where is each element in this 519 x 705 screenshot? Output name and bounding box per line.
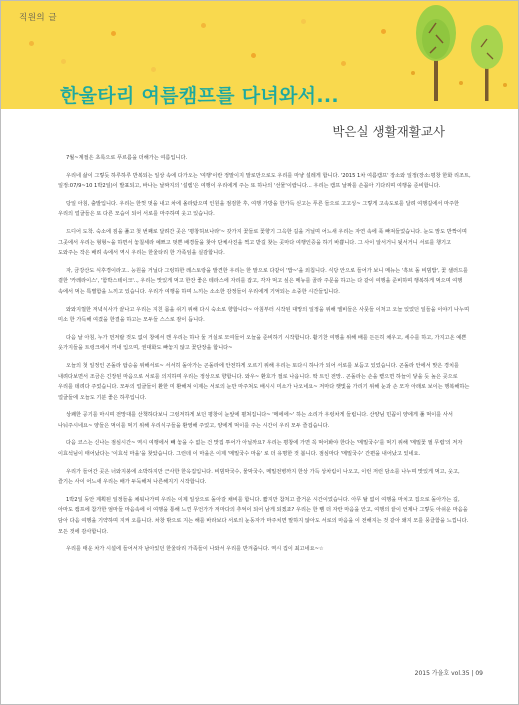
- paragraph: 다음 코스는 신나는 점심시간~ 역시 여행에서 빼 놓을 수 없는 건 맛집 투어가 아닐까요? 우리는 평창에 가면 꼭 먹어봐야 한다는 '메밀국수'를 먹기 위해 '메밀꽃 필 무렵'의 저자 이효석님이 태어났다는 '이효석 마을'을 찾았습니다. 그런데 이 마을은 이제 '메밀국수 마을' 로 더 유명한 것 봅니다. 점심마다 '메밀국수' 간편을 내어났고 있네요.: [58, 440, 463, 458]
- paragraph: 1박2일 동안 계획된 일정들을 채워나가며 우리는 이제 일상으로 돌아갈 채비를 합니다. 짧지만 참처고 즐거운 시간이었습니다. 아무 탈 없이 여행을 마치고 집으로 돌아가는 길, 아마도 캠프에 참가한 엄마들 마음속에 이 여행을 통해 느낀 무언가가 저마다의 추억이 되어 남게 되겠죠? 우리는 한 뼘 더 자란 마음을 안고, 여행의 끝이 언제나 그렇듯 아쉬운 마음을 담아 다음 여행을 기약하며 지켜 오릅니다. 차창 밖으로 지는 해를 바라보다 서로의 눈동자가 마주치면 말하지 않아도 서로의 마음을 이 전해지는 것 같아 왜지 모를 뭉클함을 느낍니다. 모든 것에 감사합니다.: [58, 496, 469, 535]
- tree-large-icon: [416, 5, 456, 101]
- paragraph: 다음 날 아침, 누가 먼저랄 것도 없이 창에서 깬 우리는 하나 둘 거실로 모여들어 오늘을 준비하기 시작합니다. 활기찬 여행을 위해 배를 든든히 채우고, 세수를 하고, 가지고온 예쁜 옷가지들을 트렁크에서 꺼내 입으며, 권대화도 빠놓지 않고 꽃단장을 합니다~: [58, 334, 467, 352]
- paragraph: 오늘의 첫 일정인 곤돌라 탑승을 위해서로~ 서서히 돌아가는 곤돌라에 안전하게 오르기 위해 우리는 또다시 하나가 되어 서로를 보듬고 있었습니다. 곤돌라 안에서 맞은 경치를 내려다보면서 조금은 긴장된 마음으로 서로를 의지하며 우리는 정상으로 향합니다. 와우~ 환호가 절로 나옵니다. 딱 트인 전망.. 곤돌라는 손을 뻗으면 하늘이 닿을 듯 높은 곳으로 우리를 데려다 주었습니다. 모두의 얼굴들이 환한 미 환해져 이제는 서로의 눈만 마주쳐도 배시시 미소가 나오네요~ 저마다 햇빛을 가리기 위해 눈과 손 모자 아래로 보이는 행복해하는 얼굴들에 오늘도 기분 좋은 하루입니다.: [58, 362, 470, 401]
- article-author: 박은실 생활재활교사: [332, 124, 445, 139]
- paragraph: 7월~계절은 초록으로 푸르름을 더해가는 여름입니다.: [66, 155, 188, 161]
- page-footer: 2015 가을호 vol.35 | 09: [414, 670, 483, 677]
- paragraph: 우리가 들어간 곳은 너와지붕에 소박하지만 근사한 한옥집입니다. 비빔막국수, 물막국수, 메밀전병까지 한상 가득 상차림이 나오고, 이런 저런 담소를 나누며 맛있게 먹고, 웃고, 즐기는 사이 어느새 우리는 배가 두둑해져 나른해지기 시작합니다.: [58, 468, 460, 486]
- paragraph: 우리를 태운 차가 시설에 들어서자 남아있던 한울타리 가족들이 나와서 우리를 반겨줍니다. 역시 집이 최고네요~☆: [66, 546, 324, 553]
- section-tag: 직원의 글: [19, 13, 58, 23]
- paragraph: 당일 아침, 출발입니다. 우리는 한껏 멋을 내고 차에 올라탔으며 인원을 점검한 후, 여행 가방을 한가득 싣고는 푸른 들으로 고고싱~ 그렇게 고속도로를 달려 여행길에서 마주한 우리의 얼굴들은 또 다른 모습이 되어 서로를 마주하며 웃고 있습니다.: [58, 200, 459, 218]
- paragraph: 상쾌한 공기를 마시며 전망대를 산책하다보니 그렁저하게 보던 평창이 눈앞에 펼쳐집니다~ '메에에~' 하는 소리가 우렁차게 들립니다. 산양님 민꼽이 양에게 풀 먹이를 사서 나눠주시네요~ 양들은 먹이를 먹기 위해 우리식구들을 환영해 주었고, 양에게 먹이를 주는 시간이 우리 모두 즐겁습니다.: [58, 412, 453, 429]
- leaf-sprinkle-icon: [411, 71, 507, 87]
- article-title: 한울타리 여름캠프를 다녀와서...: [60, 85, 339, 107]
- paragraph: 우리네 삶이 그렇듯 하루하루 반복되는 일상 속에 다가오는 '여행'이란 정말이지 말로만으로도 우리를 마냥 설레게 합니다. '2015 1차 여름캠프' 장소와 일정(장소:평창 한화 리조트, 일정:07/9~10 1박2일)이 발표되고, 바나는 날짜지의 '설렘'은 여행이 우리에게 주는 또 하나의 '선물'이랍니다... 우리는 캠프 날짜를 손꼽아 기다리며 여행을 준비합니다.: [58, 172, 471, 190]
- paragraph: 와와지껄한 저녁식사가 끝나고 우리는 지친 몸을 쉬기 위해 다시 숙소로 향합니다~ 아침부터 시작된 대망의 일정을 위해 엘비들은 사뭇들 이처고 오늘 있었던 일들을 이야기 나누며 미소 한 가득해 여겼을 한결을 하고는 모두들 스스로 잠이 듭니다.: [58, 306, 470, 324]
- tree-small-icon: [471, 25, 503, 101]
- paragraph: 자, 금강산도 식후경이라고.. 능원을 거닐다 그렁하한 레스토랑을 발견한 우리는 한 말으로 다같이 '밥~'을 외칩니다. 식당 안으로 들어가 보니 메뉴는 '흑브 돌 비빔밥', 꽃 샐러드를 곁한 '카레라이스', '함박스테이크'.., 우리는 맛있게 먹고 한잔 좋은 테라스에 자리를 잡고, 각자 먹고 싶은 메뉴를 골라 주문을 하고는 다 같이 여행을 준비하며 행복하게 먹으며 여행 속에서 먹는 특별함을 느끼고 있습니다. 우리가 여행을 하며 느끼는 소소한 감정들이 우리에게 기억되는 소중한 시간들입니다.: [58, 267, 468, 295]
- trees-illustration: [401, 3, 517, 103]
- paragraph: 드디어 도착. 숙소에 짐을 풀고 첫 번째로 달려간 곳은 '평창허브나라'~ 갖가지 꽃들로 꽃향기 그윽한 길을 거닐며 어느새 우리는 자연 속에 푹 빠져들었습니다. 눈도 맘도 반짝이며 그곳에서 우리는 형형~을 하면서 놓칠세라 예쁘고 멋쁜 배경들을 찾아 단체사진을 찍고 받길 찾는 곳마다 여행인증을 하기 바쁩니다. 그 사이 알서거니 뒷서거니 서로를 챙기고 도와주는 작은 배려 속에서 역시 우리는 한울타리 한 가족임을 실감합니다.: [58, 228, 467, 257]
- article-body: [58, 153, 472, 562]
